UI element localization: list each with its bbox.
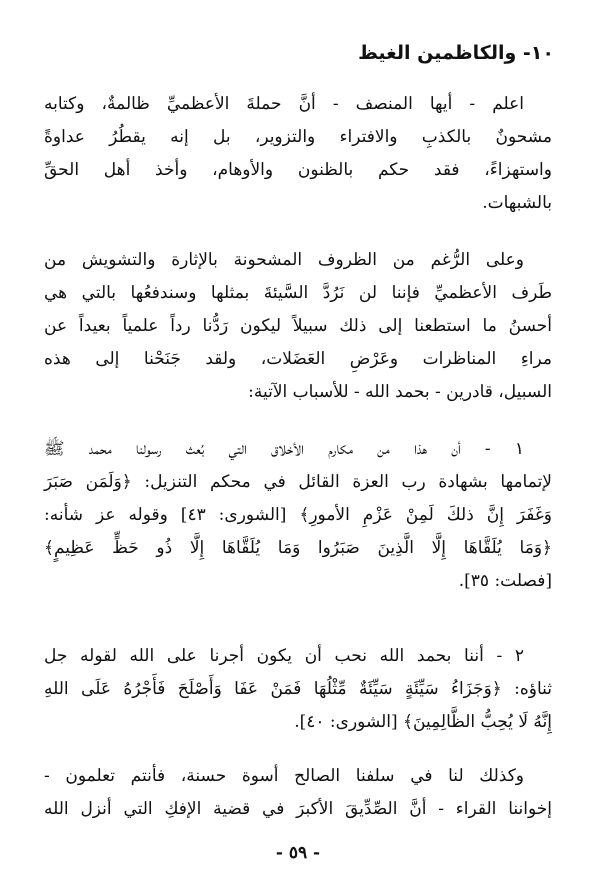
text-line: وكذلك لنا في سلفنا الصالح أسوة حسنة، فأنتم تعلمون - xyxy=(44,766,524,786)
text-line: إخواننا القراء - أنَّ الصِّدِّيقَ الأكبرَ في قضية الإفكِ التي أنزل الله xyxy=(44,799,552,819)
text-line: وعلى الرُّغم من الظروف المشحونة بالإثارة والتشويش من xyxy=(44,250,524,270)
paragraph-5 xyxy=(44,760,552,826)
paragraph-1 xyxy=(44,88,552,220)
text-line: لإتمامها بشهادة رب العزة القائل في محكم التنزيل: ﴿وَلَمَن صَبَرَ xyxy=(44,472,552,492)
paragraph-3 xyxy=(44,433,552,598)
text-line: اعلم - أيها المنصف - أنَّ حملةَ الأعظميِّ ظالمةٌ، وكتابه xyxy=(44,94,524,114)
text-line: ٢ - أننا بحمد الله نحب أن يكون أجرنا على الله لقوله جل xyxy=(44,646,524,666)
text-line: [فصلت: ٣٥]. xyxy=(458,571,552,591)
text-line: إِنَّهُ لَا يُحِبُّ الظَّالِمِينَ﴾ [الشورى: ٤٠]. xyxy=(294,712,552,732)
text-line: مراءِ المناظرات وعَرْضِ العَضَلات، ولقد جَنَحْنا إلى هذه xyxy=(44,349,552,369)
paragraph-2 xyxy=(44,244,552,409)
text-line: مشحونٌ بالكذبِ والافتراء والتزوير، بل إنه يقطُرُ عداوةً xyxy=(44,127,552,147)
text-line: ﴿وَمَا يُلَقَّاهَا إِلَّا الَّذِينَ صَبَرُوا وَمَا يُلَقَّاهَا إِلَّا ذُو حَظٍّ عَظِيمٍ﴾ xyxy=(44,538,553,558)
text-line: ١ - أن هذا من مكارم الأخلاق التي بُعث رسولنا محمد ﷺ xyxy=(44,439,524,459)
text-line: ثناؤه: ﴿وَجَزَاءُ سَيِّئَةٍ سَيِّئَةٌ مِّثْلُهَا فَمَنْ عَفَا وَأَصْلَحَ فَأَجْرُهُ عَلَى اللهِ xyxy=(44,679,552,699)
text-line: واستهزاءً، فقد حكم بالظنون والأوهام، وأخذ أهل الحقِّ xyxy=(44,160,552,180)
text-line: أحسنُ ما استطعنا إلى ذلك سبيلاً ليكون رَدُّنا رداً علمياً بعيداً عن xyxy=(44,316,552,336)
paragraph-4 xyxy=(44,640,552,739)
section-heading: ١٠- والكاظمين الغيظ xyxy=(358,42,554,64)
text-line: بالشبهات. xyxy=(482,193,552,213)
text-line: طَرف الأعظميِّ فإننا لن نَرُدَّ السَّيئةَ بمثلها وسندفعُها بالتي هي xyxy=(44,283,552,303)
text-line: السبيل، قادرين - بحمد الله - للأسباب الآتية: xyxy=(248,382,552,402)
text-line: وَغَفَرَ إِنَّ ذلكَ لَمِنْ عَزْمِ الأمورِ﴾ [الشورى: ٤٣] وقوله عز شأنه: xyxy=(44,505,552,525)
page-number: - ٥٩ - xyxy=(275,843,321,863)
